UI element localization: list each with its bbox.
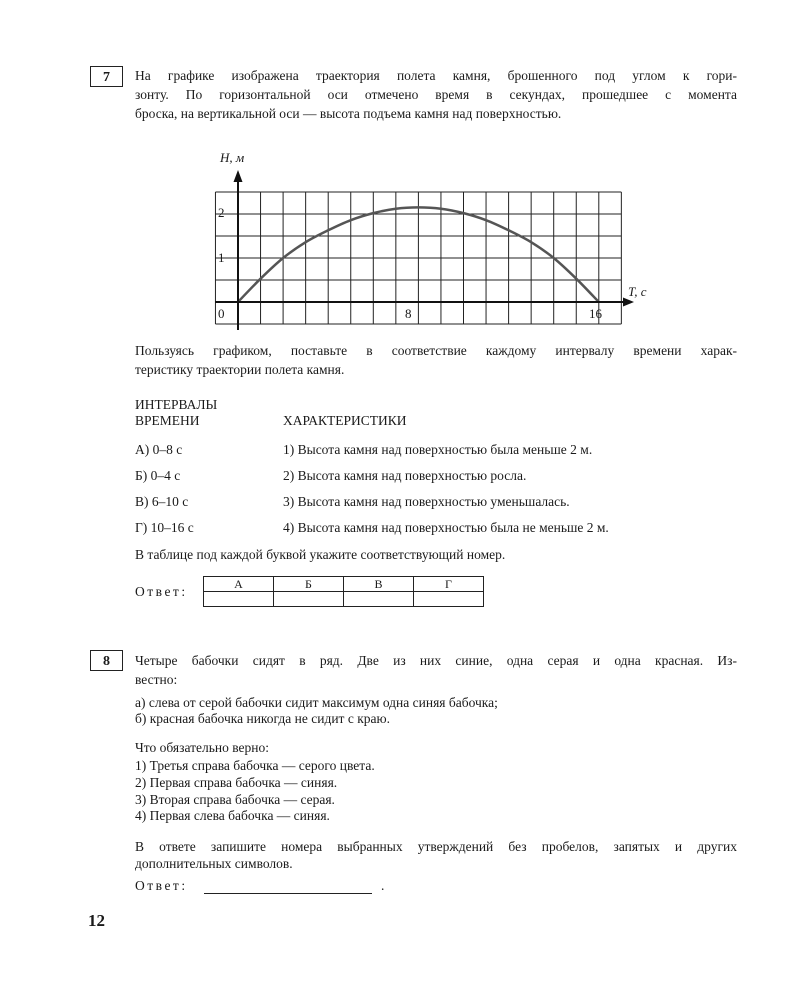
answer-cell-v[interactable] (344, 592, 414, 607)
characteristic-item: 2) Высота камня над поверхностью росла. (283, 468, 527, 483)
y-axis-arrow-icon (234, 170, 243, 182)
trajectory-chart (200, 150, 660, 330)
option-item: 3) Вторая справа бабочка — серая. (135, 792, 335, 807)
x-tick-label: 8 (405, 306, 412, 321)
condition-item: б) красная бабочка никогда не сидит с краю. (135, 711, 390, 726)
answer-field[interactable] (204, 878, 372, 894)
answer-cell-b[interactable] (274, 592, 344, 607)
answer-column-header: В (344, 577, 414, 592)
task-number-7: 7 (90, 66, 123, 87)
answer-instruction-line: дополнительных символов. (135, 856, 293, 871)
task7-intro-line: броска, на вертикальной оси — высота подъема камня над поверхностью. (135, 106, 562, 121)
answer-label: Ответ: (135, 878, 188, 893)
y-axis-label: H, м (220, 150, 245, 165)
answer-label: Ответ: (135, 584, 188, 599)
task7-instruction-line: Пользуясь графиком, поставьте в соответствие каждому интервалу времени харак- (135, 343, 737, 358)
answer-cell-g[interactable] (414, 592, 484, 607)
x-axis-label: T, с (628, 284, 647, 299)
task7-instruction-line: теристику траектории полета камня. (135, 362, 345, 377)
option-item: 4) Первая слева бабочка — синяя. (135, 808, 330, 823)
characteristic-item: 1) Высота камня над поверхностью была меньше 2 м. (283, 442, 593, 457)
interval-item: В) 6–10 с (135, 494, 189, 509)
interval-item: Б) 0–4 с (135, 468, 181, 483)
intervals-header: ВРЕМЕНИ (135, 413, 200, 428)
answer-instruction-line: В ответе запишите номера выбранных утверждений без пробелов, запятых и других (135, 839, 737, 854)
characteristic-item: 4) Высота камня над поверхностью была не меньше 2 м. (283, 520, 609, 535)
question-text: Что обязательно верно: (135, 740, 269, 755)
task8-intro-line: Четыре бабочки сидят в ряд. Две из них синие, одна серая и одна красная. Из- (135, 653, 737, 668)
task7-intro-line: На графике изображена траектория полета камня, брошенного под углом к гори- (135, 68, 737, 83)
option-item: 2) Первая справа бабочка — синяя. (135, 775, 338, 790)
y-tick-label: 2 (218, 205, 225, 220)
table-instruction: В таблице под каждой буквой укажите соответствующий номер. (135, 547, 506, 562)
task8-intro-line: вестно: (135, 672, 178, 687)
intervals-header: ИНТЕРВАЛЫ (135, 397, 218, 412)
interval-item: А) 0–8 с (135, 442, 183, 457)
x-tick-label: 0 (218, 306, 225, 321)
characteristic-item: 3) Высота камня над поверхностью уменьшалась. (283, 494, 570, 509)
x-tick-label: 16 (589, 306, 602, 321)
task7-intro-line: зонту. По горизонтальной оси отмечено время в секундах, прошедшее с момента (135, 87, 737, 102)
chart-grid (215, 192, 621, 324)
task-number-8: 8 (90, 650, 123, 671)
answer-column-header: Б (274, 577, 344, 592)
answer-cell-a[interactable] (204, 592, 274, 607)
answer-column-header: А (204, 577, 274, 592)
option-item: 1) Третья справа бабочка — серого цвета. (135, 758, 375, 773)
condition-item: а) слева от серой бабочки сидит максимум одна синяя бабочка; (135, 695, 498, 710)
answer-column-header: Г (414, 577, 484, 592)
page-number: 12 (88, 911, 105, 930)
y-tick-label: 1 (218, 250, 225, 265)
characteristics-header: ХАРАКТЕРИСТИКИ (283, 413, 407, 428)
answer-table (203, 576, 484, 607)
answer-end: . (381, 878, 385, 893)
interval-item: Г) 10–16 с (135, 520, 194, 535)
